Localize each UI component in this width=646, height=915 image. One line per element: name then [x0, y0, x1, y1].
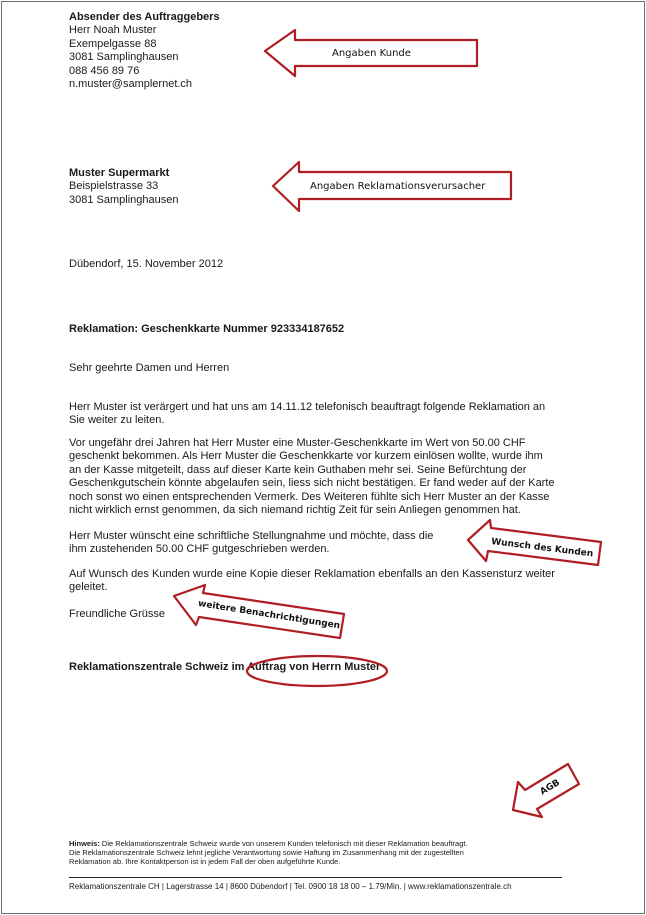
date-line: Dübendorf, 15. November 2012	[69, 258, 224, 270]
footer-contact: Reklamationszentrale CH | Lagerstrasse 14 | 8600 Dübendorf | Tel. 0900 18 18 00 – 1.79/Min. | www.reklamationszentrale.ch	[69, 882, 512, 891]
paragraph-line: Geschenkgutschein könnte abgelaufen sein, liess sich nicht bestätigen. Er fand weder auf der Karte	[69, 477, 555, 490]
sender-line: 088 456 89 76	[69, 64, 140, 77]
sender-line: Herr Noah Muster	[69, 24, 157, 37]
paragraph-line: an der Kasse mitgeteilt, dass auf dieser Karte kein Guthaben mehr sei. Seine Befürchtung der	[69, 463, 527, 476]
paragraph-line: Sie weiter zu leiten.	[69, 414, 165, 427]
annotation-label-benachrichtigungen: weitere Benachrichtigungen	[197, 598, 341, 632]
paragraph-line: Herr Muster wünscht eine schriftliche Stellungnahme und möchte, dass die	[69, 530, 434, 542]
paragraph-line: geleitet.	[69, 581, 108, 594]
paragraph-line: ihm zustehenden 50.00 CHF gutgeschrieben werden.	[69, 543, 330, 556]
salutation: Sehr geehrte Damen und Herren	[69, 362, 230, 374]
notice-text: Die Reklamationszentrale Schweiz lehnt jegliche Verantwortung sowie Haftung im Zusammenhang mit der zugestellten	[69, 848, 464, 858]
notice-text: Die Reklamationszentrale Schweiz wurde von unserem Kunden telefonisch mit dieser Reklamation beauftragt.	[99, 839, 468, 848]
recipient-line: 3081 Samplinghausen	[69, 193, 179, 206]
paragraph-line: Vor ungefähr drei Jahren hat Herr Muster eine Muster-Geschenkkarte im Wert von 50.00 CHF	[69, 437, 526, 449]
annotation-label-agb: AGB	[538, 777, 562, 798]
annotation-label-kunde: Angaben Kunde	[332, 48, 411, 59]
subject-line: Reklamation: Geschenkkarte Nummer 923334187652	[69, 323, 345, 335]
paragraph-line: geschenkt bekommen. Als Herr Muster die Geschenkkarte vor kurzem einlösen wollte, wurde ihm	[69, 450, 543, 463]
recipient-heading: Muster Supermarkt	[69, 167, 170, 179]
notice-block	[69, 839, 569, 867]
sender-email: n.muster@samplernet.ch	[69, 78, 193, 91]
notice-text: Reklamation ab. Ihre Kontaktperson ist in jedem Fall der oben aufgeführte Kunde.	[69, 857, 341, 867]
footer-divider	[69, 877, 562, 878]
notice-label: Hinweis:	[69, 839, 100, 848]
annotation-label-wunsch: Wunsch des Kunden	[490, 536, 594, 560]
paragraph-line: Herr Muster ist verärgert und hat uns am 14.11.12 telefonisch beauftragt folgende Reklamation an	[69, 401, 546, 413]
signature: Reklamationszentrale Schweiz im Auftrag von Herrn Muster	[69, 661, 381, 673]
paragraph-line: noch sonst wo einen entsprechenden Vermerk. Des Weiteren fühlte sich Herr Muster an der Kasse	[69, 490, 550, 503]
annotation-label-verursacher: Angaben Reklamationsverursacher	[310, 181, 486, 192]
paragraph-line: Auf Wunsch des Kunden wurde eine Kopie dieser Reklamation ebenfalls an den Kassensturz weiter	[69, 568, 555, 580]
sender-heading: Absender des Auftraggebers	[69, 11, 220, 23]
highlight-auftrag-ellipse	[247, 656, 387, 686]
sender-line: 3081 Samplinghausen	[69, 51, 179, 64]
closing: Freundliche Grüsse	[69, 608, 165, 620]
sender-line: Exempelgasse 88	[69, 37, 157, 50]
paragraph-line: nicht wirklich ernst genommen, da sich niemand richtig Zeit für sein Anliegen genommen hat.	[69, 504, 521, 517]
recipient-line: Beispielstrasse 33	[69, 180, 159, 193]
